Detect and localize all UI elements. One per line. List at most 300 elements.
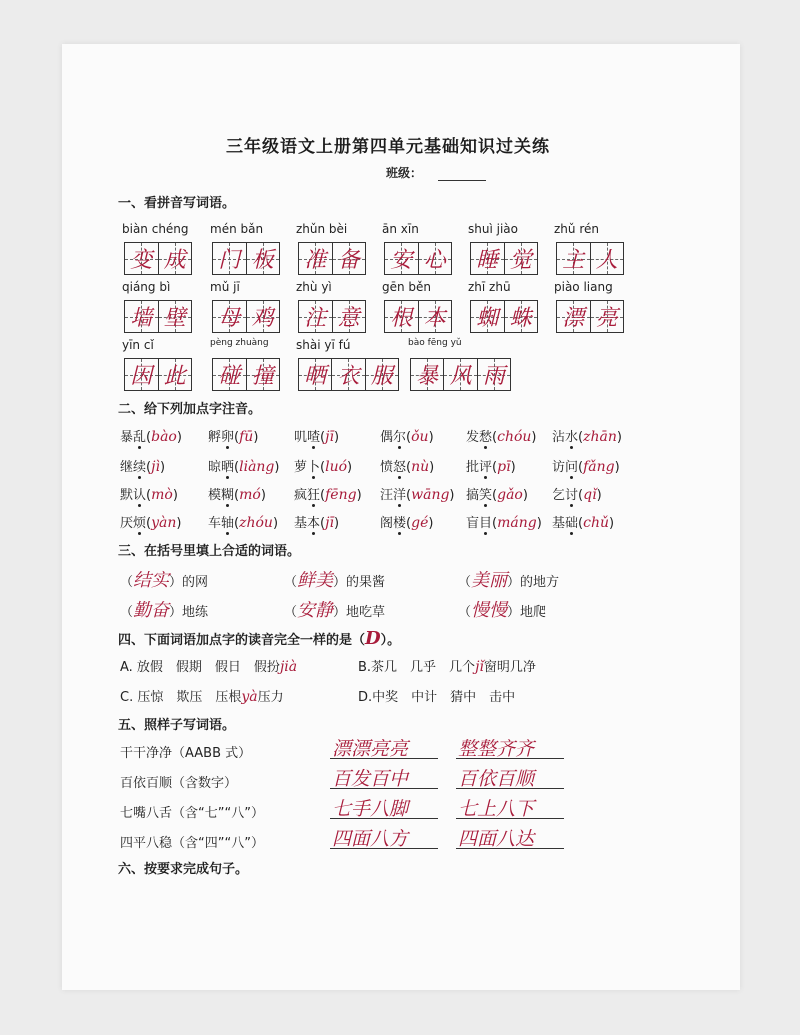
dotted-char: 卜 xyxy=(307,460,321,475)
character-cell xyxy=(125,301,158,332)
character-cell xyxy=(590,243,624,274)
dotted-char: 卵 xyxy=(221,430,235,445)
character-cell xyxy=(158,359,192,390)
zhuyin-item xyxy=(294,512,339,531)
dotted-char: 烦 xyxy=(133,516,147,531)
close-paren: ） xyxy=(169,605,183,620)
handwritten-answer: 漂漂亮亮 xyxy=(332,738,409,760)
handwritten-character: 撞 xyxy=(251,364,274,389)
pinyin-answer: gǎo xyxy=(497,487,523,503)
handwritten-character: 本 xyxy=(423,306,446,331)
pinyin-label: zhī zhū xyxy=(468,280,511,294)
handwritten-character: 根 xyxy=(390,306,413,331)
character-box xyxy=(556,300,624,333)
character-cell xyxy=(365,359,398,390)
pinyin-answer: qǐ xyxy=(583,487,597,503)
word-char: 厌 xyxy=(120,516,134,531)
fill-suffix: 的地方 xyxy=(520,575,560,590)
handwritten-character: 衣 xyxy=(337,364,360,389)
close-paren: ） xyxy=(507,575,521,590)
fill-word-item xyxy=(120,566,208,592)
pinyin-label: mén bǎn xyxy=(210,222,264,236)
pinyin-label: shuì jiào xyxy=(468,222,518,236)
fill-suffix: 的网 xyxy=(182,575,209,590)
close-paren: ) xyxy=(172,488,178,503)
pinyin-label: zhù yì xyxy=(296,280,332,294)
close-paren: ) xyxy=(176,430,182,445)
zhuyin-item xyxy=(208,512,278,531)
open-paren: ( xyxy=(146,488,152,503)
character-box xyxy=(212,242,280,275)
open-paren: （ xyxy=(120,605,134,620)
character-box xyxy=(470,242,538,275)
word-char: 车 xyxy=(208,516,222,531)
close-paren: ) xyxy=(428,516,434,531)
dotted-char: 轴 xyxy=(221,516,235,531)
character-cell xyxy=(418,301,452,332)
zhuyin-item xyxy=(294,456,352,475)
choice-a xyxy=(120,656,297,675)
handwritten-character: 晒 xyxy=(304,364,327,389)
section-5-heading: 五、照样子写词语。 xyxy=(118,718,236,733)
open-paren: ( xyxy=(320,488,326,503)
choice-b-text: B.茶几 几乎 几个 xyxy=(358,660,476,675)
zhuyin-item xyxy=(120,484,178,503)
handwritten-answer: 四面八达 xyxy=(458,828,535,850)
section-2-heading: 二、给下列加点字注音。 xyxy=(118,402,262,417)
handwritten-character: 蛛 xyxy=(509,306,532,331)
word-char: 愤 xyxy=(380,460,394,475)
close-paren: ) xyxy=(274,460,280,475)
open-paren: ( xyxy=(492,460,498,475)
handwritten-character: 母 xyxy=(218,306,241,331)
word-char: 偶 xyxy=(380,430,394,445)
handwritten-character: 备 xyxy=(337,248,360,273)
character-cell xyxy=(158,243,192,274)
close-paren: ） xyxy=(333,605,347,620)
handwritten-character: 风 xyxy=(449,364,472,389)
close-paren: ) xyxy=(347,460,353,475)
open-paren: ( xyxy=(146,460,152,475)
character-cell xyxy=(504,243,538,274)
close-paren: ) xyxy=(510,460,516,475)
open-paren: ( xyxy=(406,460,412,475)
open-paren: ( xyxy=(234,460,240,475)
pinyin-label: mǔ jī xyxy=(210,280,240,294)
close-paren: ) xyxy=(616,430,622,445)
choice-c-tail: 压力 xyxy=(257,690,284,705)
word-char: 暴 xyxy=(120,430,134,445)
handwritten-character: 安 xyxy=(390,248,413,273)
character-box xyxy=(124,242,192,275)
close-paren: ) xyxy=(333,516,340,531)
pinyin-answer: jī xyxy=(325,515,334,531)
zhuyin-item xyxy=(552,426,622,445)
choice-b-mark: jǐ xyxy=(475,659,484,675)
dotted-char: 笑 xyxy=(479,488,493,503)
pinyin-answer: mó xyxy=(239,487,261,503)
character-cell xyxy=(590,301,624,332)
word-char: 基 xyxy=(294,516,308,531)
close-paren: ) xyxy=(356,488,362,503)
word-char: 盲 xyxy=(466,516,480,531)
open-paren: ( xyxy=(406,488,412,503)
open-paren: ( xyxy=(578,460,584,475)
choice-a-mark: jià xyxy=(279,659,298,675)
character-cell xyxy=(504,301,538,332)
zhuyin-item xyxy=(552,484,602,503)
word-char: 发 xyxy=(466,430,480,445)
dotted-char: 乱 xyxy=(133,430,147,445)
fill-word-item xyxy=(284,596,385,622)
dotted-char: 狂 xyxy=(307,488,321,503)
open-paren: ( xyxy=(578,516,584,531)
open-paren: ( xyxy=(406,516,412,531)
close-paren: ) xyxy=(333,430,340,445)
open-paren: ( xyxy=(320,516,326,531)
open-paren: ( xyxy=(234,488,240,503)
pattern-label: 七嘴八舌（含“七”“八”） xyxy=(120,806,264,821)
open-paren: ( xyxy=(578,488,584,503)
class-label: 班级： xyxy=(386,166,423,180)
dotted-char: 怒 xyxy=(393,460,407,475)
handwritten-character: 门 xyxy=(218,248,241,273)
character-cell xyxy=(125,243,158,274)
open-paren: （ xyxy=(284,575,298,590)
word-char: 孵 xyxy=(208,430,222,445)
word-char: 默 xyxy=(120,488,134,503)
choice-c xyxy=(120,686,284,705)
pinyin-answer: jì xyxy=(151,459,160,475)
pinyin-label: gēn běn xyxy=(382,280,432,294)
pinyin-answer: fēng xyxy=(325,487,357,503)
fill-answer: 安静 xyxy=(297,600,334,621)
open-paren: ( xyxy=(492,488,498,503)
dotted-char: 尔 xyxy=(393,430,407,445)
zhuyin-item xyxy=(552,456,620,475)
character-cell xyxy=(246,301,280,332)
zhuyin-item xyxy=(380,512,433,531)
handwritten-character: 人 xyxy=(595,248,618,273)
handwritten-character: 此 xyxy=(163,364,186,389)
fill-answer: 美丽 xyxy=(471,570,508,591)
character-box xyxy=(298,358,399,391)
pinyin-answer: liàng xyxy=(239,459,275,475)
close-paren: ) xyxy=(428,430,434,445)
section-3-heading: 三、在括号里填上合适的词语。 xyxy=(118,544,301,559)
character-cell xyxy=(299,301,332,332)
close-paren: ) xyxy=(272,516,279,531)
character-box xyxy=(124,358,192,391)
close-paren: ) xyxy=(522,488,528,503)
handwritten-character: 主 xyxy=(562,248,585,273)
handwritten-character: 注 xyxy=(304,306,327,331)
word-char: 汪 xyxy=(380,488,394,503)
fill-answer: 慢慢 xyxy=(471,600,508,621)
dotted-char: 评 xyxy=(479,460,493,475)
zhuyin-item xyxy=(466,456,516,475)
character-box xyxy=(212,300,280,333)
pinyin-label: zhǔ rén xyxy=(554,222,599,236)
pinyin-label: yīn cǐ xyxy=(122,338,154,352)
handwritten-answer: 百发百中 xyxy=(332,768,409,790)
close-paren: ） xyxy=(507,605,521,620)
dotted-char: 愁 xyxy=(479,430,493,445)
character-cell xyxy=(246,243,280,274)
close-paren: ） xyxy=(333,575,347,590)
open-paren: ( xyxy=(492,430,498,445)
pinyin-answer: bào xyxy=(151,429,177,445)
zhuyin-item xyxy=(552,512,614,531)
character-cell xyxy=(213,301,246,332)
open-paren: （ xyxy=(458,605,472,620)
pinyin-label: biàn chéng xyxy=(122,222,189,236)
dotted-char: 楼 xyxy=(393,516,407,531)
word-char: 批 xyxy=(466,460,480,475)
character-cell xyxy=(299,359,331,390)
choice-d: D.中奖 中计 猜中 击中 xyxy=(358,690,516,705)
close-paren: ) xyxy=(176,516,182,531)
handwritten-character: 变 xyxy=(130,248,153,273)
pinyin-answer: gé xyxy=(411,515,429,531)
word-char: 晾 xyxy=(208,460,222,475)
character-cell xyxy=(332,243,366,274)
close-paren: ) xyxy=(253,430,259,445)
word-char: 模 xyxy=(208,488,222,503)
zhuyin-item xyxy=(120,456,165,475)
page-title: 三年级语文上册第四单元基础知识过关练 xyxy=(226,137,550,157)
section-1-heading: 一、看拼音写词语。 xyxy=(118,196,236,211)
handwritten-character: 成 xyxy=(163,248,186,273)
character-box xyxy=(124,300,192,333)
fill-suffix: 地练 xyxy=(182,605,209,620)
handwritten-character: 碰 xyxy=(218,364,241,389)
pinyin-answer: zhóu xyxy=(239,515,273,531)
character-cell xyxy=(471,301,504,332)
dotted-char: 洋 xyxy=(393,488,407,503)
handwritten-character: 亮 xyxy=(595,306,618,331)
fill-word-item xyxy=(458,566,559,592)
character-box xyxy=(298,242,366,275)
fill-word-item xyxy=(284,566,385,592)
character-cell xyxy=(213,359,246,390)
open-paren: ( xyxy=(320,460,326,475)
zhuyin-item xyxy=(294,484,362,503)
pattern-label: 四平八稳（含“四”“八”） xyxy=(120,836,264,851)
close-paren: ) xyxy=(531,430,537,445)
handwritten-character: 鸡 xyxy=(251,306,274,331)
dotted-char: 讨 xyxy=(565,488,579,503)
fill-answer: 鲜美 xyxy=(297,570,334,591)
handwritten-character: 漂 xyxy=(562,306,585,331)
open-paren: ( xyxy=(320,430,326,445)
close-paren: ) xyxy=(596,488,602,503)
character-box xyxy=(384,242,452,275)
pinyin-answer: yàn xyxy=(151,515,177,531)
character-cell xyxy=(477,359,510,390)
dotted-char: 目 xyxy=(479,516,493,531)
character-box xyxy=(212,358,280,391)
character-cell xyxy=(443,359,476,390)
fill-answer: 结实 xyxy=(133,570,170,591)
fill-word-item xyxy=(458,596,546,622)
handwritten-character: 准 xyxy=(304,248,327,273)
word-char: 阁 xyxy=(380,516,394,531)
pinyin-answer: pī xyxy=(497,459,511,475)
close-paren: ) xyxy=(614,460,620,475)
pattern-label: 干干净净（AABB 式） xyxy=(120,746,252,761)
word-char: 基 xyxy=(552,516,566,531)
close-paren: ) xyxy=(260,488,266,503)
choice-b xyxy=(358,656,536,675)
handwritten-character: 雨 xyxy=(482,364,505,389)
close-paren: ) xyxy=(159,460,166,475)
pinyin-answer: nù xyxy=(411,459,430,475)
dotted-char: 问 xyxy=(565,460,579,475)
character-box xyxy=(410,358,511,391)
zhuyin-item xyxy=(380,484,455,503)
choice-c-mark: yà xyxy=(241,689,258,705)
pinyin-answer: chóu xyxy=(497,429,532,445)
fill-answer: 勤奋 xyxy=(133,600,170,621)
character-cell xyxy=(125,359,158,390)
close-paren: ) xyxy=(536,516,542,531)
character-cell xyxy=(246,359,280,390)
handwritten-character: 因 xyxy=(130,364,153,389)
close-paren: ） xyxy=(169,575,183,590)
pinyin-answer: mò xyxy=(151,487,173,503)
section-4-suffix: ）。 xyxy=(380,633,401,648)
pinyin-label: pèng zhuàng xyxy=(210,338,269,348)
handwritten-character: 服 xyxy=(370,364,393,389)
dotted-char: 续 xyxy=(133,460,147,475)
dotted-char: 水 xyxy=(565,430,579,445)
handwritten-character: 意 xyxy=(337,306,360,331)
handwritten-answer: 百依百顺 xyxy=(458,768,535,790)
open-paren: ( xyxy=(578,430,584,445)
pinyin-label: shài yī fú xyxy=(296,338,351,352)
pinyin-answer: luó xyxy=(325,459,348,475)
handwritten-character: 墙 xyxy=(130,306,153,331)
fill-word-item xyxy=(120,596,208,622)
pinyin-answer: zhān xyxy=(583,429,617,445)
pinyin-answer: chǔ xyxy=(583,515,609,531)
fill-suffix: 的果酱 xyxy=(346,575,386,590)
word-char: 搞 xyxy=(466,488,480,503)
pinyin-label: qiáng bì xyxy=(122,280,171,294)
pinyin-answer: jī xyxy=(325,429,334,445)
open-paren: ( xyxy=(492,516,498,531)
zhuyin-item xyxy=(380,456,434,475)
close-paren: ) xyxy=(608,516,615,531)
character-cell xyxy=(411,359,443,390)
open-paren: （ xyxy=(120,575,134,590)
zhuyin-item xyxy=(466,426,537,445)
zhuyin-item xyxy=(466,512,542,531)
open-paren: ( xyxy=(234,430,240,445)
character-cell xyxy=(385,243,418,274)
section-6-heading: 六、按要求完成句子。 xyxy=(118,862,249,877)
zhuyin-item xyxy=(120,512,181,531)
word-char: 沾 xyxy=(552,430,566,445)
open-paren: ( xyxy=(146,430,152,445)
choice-b-tail: 窗明几净 xyxy=(483,660,536,675)
section-4-heading xyxy=(118,628,400,649)
zhuyin-item xyxy=(466,484,528,503)
pinyin-label: piào liang xyxy=(554,280,613,294)
handwritten-character: 蜘 xyxy=(476,306,499,331)
character-cell xyxy=(158,301,192,332)
open-paren: （ xyxy=(284,605,298,620)
word-char: 疯 xyxy=(294,488,308,503)
class-blank-line xyxy=(438,180,486,181)
pinyin-answer: ǒu xyxy=(411,429,429,445)
character-box xyxy=(298,300,366,333)
character-cell xyxy=(418,243,452,274)
handwritten-answer: 七上八下 xyxy=(458,798,535,820)
open-paren: （ xyxy=(458,575,472,590)
section-4-answer: D xyxy=(365,628,381,649)
dotted-char: 本 xyxy=(307,516,321,531)
fill-suffix: 地爬 xyxy=(520,605,547,620)
character-cell xyxy=(332,301,366,332)
word-char: 萝 xyxy=(294,460,308,475)
handwritten-character: 板 xyxy=(251,248,274,273)
pinyin-answer: máng xyxy=(497,515,537,531)
zhuyin-item xyxy=(208,456,279,475)
choice-a-text: A. 放假 假期 假日 假扮 xyxy=(120,660,280,675)
zhuyin-item xyxy=(380,426,434,445)
zhuyin-item xyxy=(208,426,258,445)
character-cell xyxy=(213,243,246,274)
handwritten-character: 心 xyxy=(423,248,446,273)
zhuyin-item xyxy=(120,426,182,445)
pinyin-answer: wāng xyxy=(411,487,450,503)
handwritten-answer: 四面八方 xyxy=(332,828,409,850)
handwritten-character: 壁 xyxy=(163,306,186,331)
character-box xyxy=(556,242,624,275)
pinyin-label: bào fēng yǔ xyxy=(408,338,462,348)
handwritten-character: 觉 xyxy=(509,248,532,273)
dotted-char: 晒 xyxy=(221,460,235,475)
character-cell xyxy=(471,243,504,274)
handwritten-answer: 整整齐齐 xyxy=(458,738,535,760)
character-cell xyxy=(299,243,332,274)
close-paren: ) xyxy=(449,488,455,503)
zhuyin-item xyxy=(294,426,339,445)
word-char: 叽 xyxy=(294,430,308,445)
character-cell xyxy=(557,301,590,332)
zhuyin-item xyxy=(208,484,266,503)
open-paren: ( xyxy=(146,516,152,531)
pinyin-label: zhǔn bèi xyxy=(296,222,348,236)
dotted-char: 喳 xyxy=(307,430,321,445)
pinyin-answer: fǎng xyxy=(583,459,615,475)
open-paren: ( xyxy=(234,516,240,531)
fill-suffix: 地吃草 xyxy=(346,605,386,620)
word-char: 乞 xyxy=(552,488,566,503)
choice-c-text: C. 压惊 欺压 压根 xyxy=(120,690,242,705)
dotted-char: 础 xyxy=(565,516,579,531)
word-char: 访 xyxy=(552,460,566,475)
character-cell xyxy=(385,301,418,332)
character-cell xyxy=(331,359,364,390)
word-char: 继 xyxy=(120,460,134,475)
handwritten-character: 睡 xyxy=(476,248,499,273)
character-box xyxy=(384,300,452,333)
close-paren: ) xyxy=(429,460,435,475)
pinyin-label: ān xīn xyxy=(382,222,419,236)
